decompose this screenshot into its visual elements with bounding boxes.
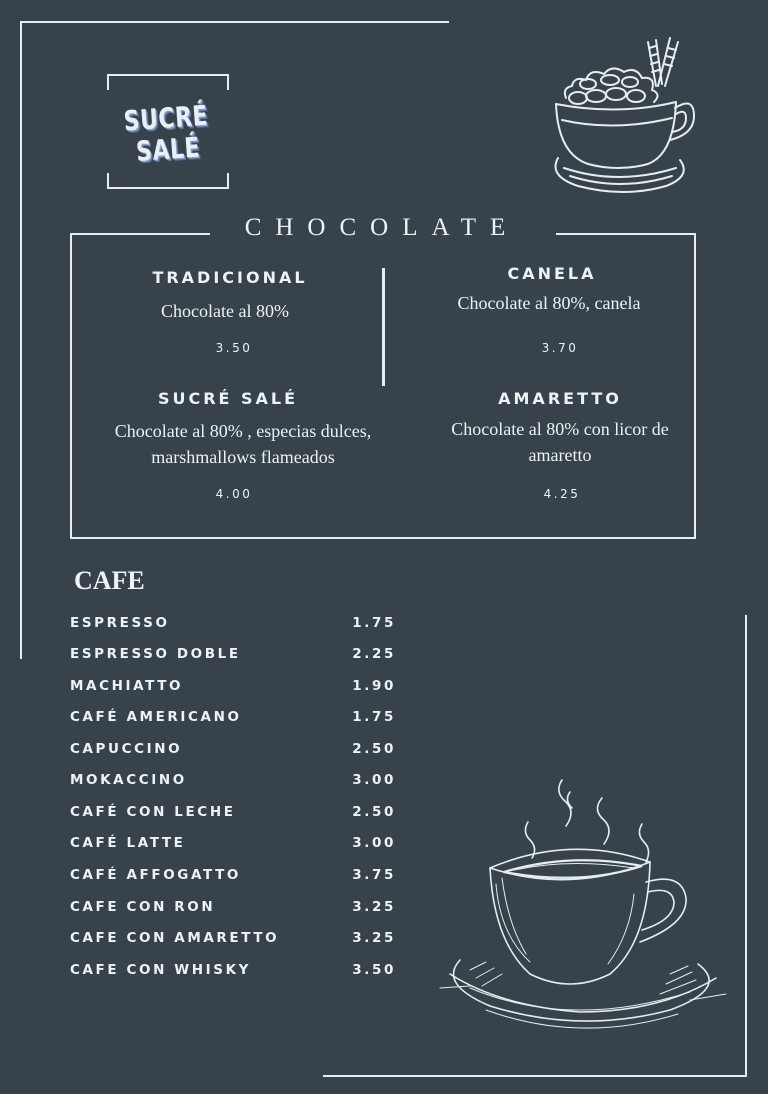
chocolate-item-desc: Chocolate al 80%, canela [457, 293, 641, 313]
chocolate-item-price: 4.25 [543, 487, 581, 501]
cafe-item-price: 3.25 [352, 899, 396, 915]
cafe-item-name: ESPRESSO [70, 615, 170, 631]
cafe-item-name: CAFE CON AMARETTO [70, 930, 280, 946]
chocolate-item-price: 4.00 [215, 487, 253, 501]
frame-top-line [20, 21, 449, 23]
cafe-item-price: 1.75 [352, 709, 396, 725]
chocolate-box-top-right [556, 233, 696, 235]
chocolate-item-name: SUCRÉ SALÉ [157, 389, 299, 408]
cafe-item-price: 1.90 [352, 678, 396, 694]
chocolate-item-name: AMARETTO [498, 389, 622, 408]
cafe-item [70, 615, 396, 639]
cafe-section-title: CAFE [74, 566, 145, 595]
cafe-item-price: 3.50 [352, 962, 396, 978]
cafe-item-price: 3.00 [352, 835, 396, 851]
cafe-item-price: 3.75 [352, 867, 396, 883]
frame-left-line [20, 21, 22, 659]
cafe-item-name: CAFÉ AMERICANO [70, 709, 242, 725]
cafe-item-price: 3.00 [352, 772, 396, 788]
chocolate-box-top-left [70, 233, 210, 235]
chocolate-box-right [694, 233, 696, 539]
cafe-item [70, 867, 396, 891]
cafe-item [70, 899, 396, 923]
cafe-item [70, 930, 396, 954]
cafe-item-name: CAFE CON RON [70, 899, 216, 915]
logo-bracket-bottom [107, 173, 229, 189]
cafe-item-name: CAFÉ CON LECHE [70, 804, 236, 820]
hot-chocolate-cup-icon [548, 36, 698, 196]
chocolate-item-desc: Chocolate al 80% [161, 301, 289, 321]
chocolate-section-title: CHOCOLATE [212, 214, 552, 242]
chocolate-item-price: 3.50 [215, 341, 253, 355]
cafe-item [70, 646, 396, 670]
cafe-item-name: MOKACCINO [70, 772, 187, 788]
cafe-item-name: CAPUCCINO [70, 741, 183, 757]
frame-bottom-line [323, 1075, 747, 1077]
cafe-item [70, 709, 396, 733]
chocolate-item-name: CANELA [507, 264, 597, 283]
cafe-item-name: CAFÉ LATTE [70, 835, 186, 851]
cafe-item-name: CAFÉ AFFOGATTO [70, 867, 241, 883]
cafe-item-name: CAFE CON WHISKY [70, 962, 252, 978]
chocolate-divider [382, 268, 385, 386]
cafe-item-price: 2.50 [352, 804, 396, 820]
cafe-item [70, 962, 396, 986]
cafe-item [70, 835, 396, 859]
cafe-item-price: 1.75 [352, 615, 396, 631]
cafe-item-price: 2.25 [352, 646, 396, 662]
logo-text: SUCRÉ SALÉ [122, 100, 210, 169]
frame-right-line [745, 615, 747, 1077]
chocolate-item-name: TRADICIONAL [152, 268, 308, 287]
cafe-item-price: 3.25 [352, 930, 396, 946]
chocolate-item-price: 3.70 [541, 341, 579, 355]
chocolate-box-left [70, 233, 72, 539]
cafe-item-name: ESPRESSO DOBLE [70, 646, 241, 662]
logo-bracket-top [107, 74, 229, 90]
cafe-item [70, 804, 396, 828]
cafe-item [70, 678, 396, 702]
chocolate-item-desc: Chocolate al 80% con licor de amaretto [451, 419, 669, 465]
chocolate-item-desc: Chocolate al 80% , especias dulces, marshmallows flameados [114, 421, 372, 467]
coffee-cup-icon [430, 774, 730, 1054]
cafe-item [70, 772, 396, 796]
cafe-item-price: 2.50 [352, 741, 396, 757]
chocolate-box-bottom [70, 537, 696, 539]
cafe-item [70, 741, 396, 765]
cafe-item-name: MACHIATTO [70, 678, 184, 694]
